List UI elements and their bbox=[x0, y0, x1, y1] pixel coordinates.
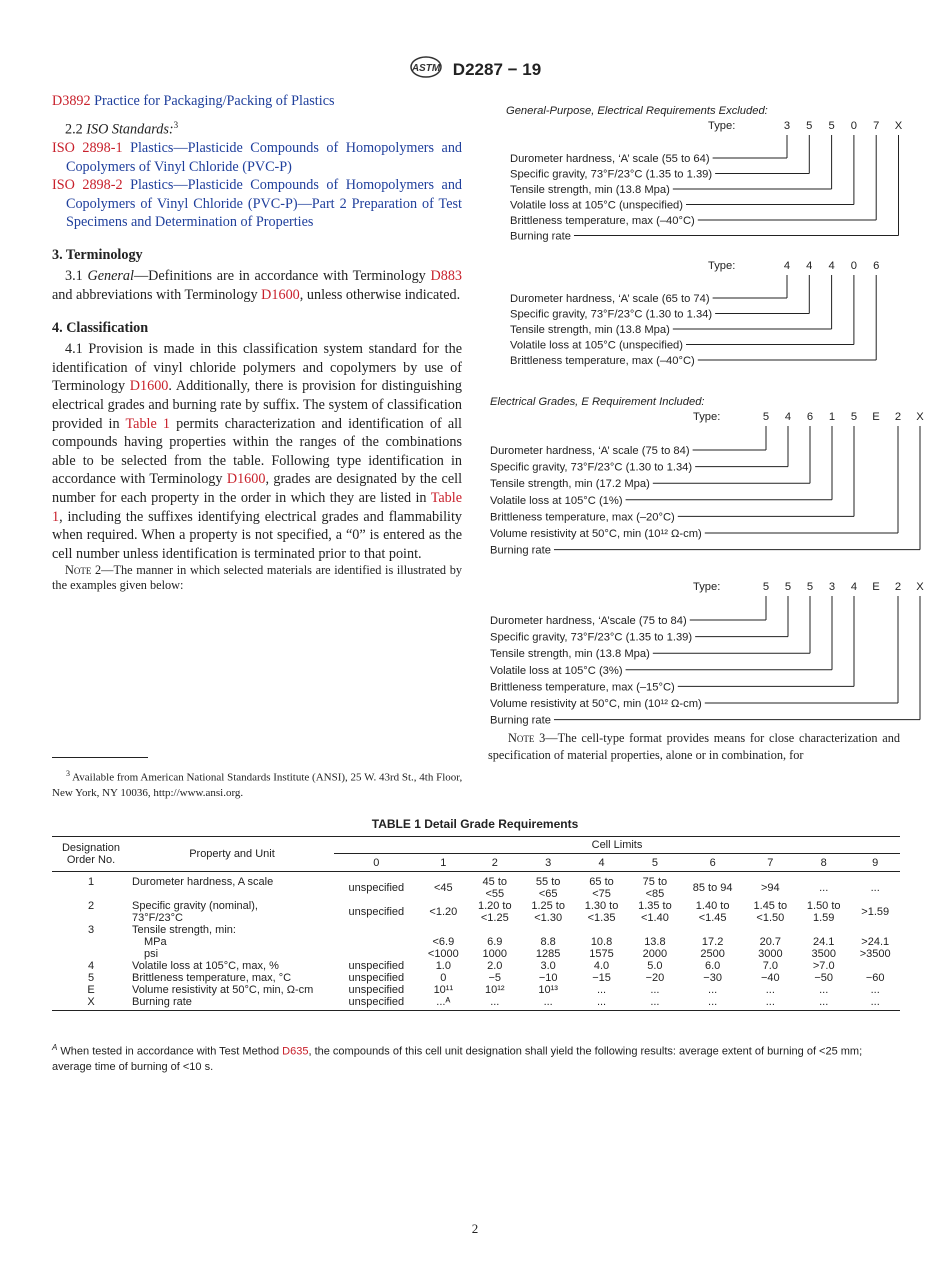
type-code-char: 2 bbox=[894, 411, 902, 423]
cell-limit-value: 20.7 bbox=[759, 936, 782, 948]
table-title: TABLE 1 Detail Grade Requirements bbox=[371, 817, 579, 831]
footnote-divider bbox=[52, 757, 148, 758]
cell-limit-value: ... bbox=[797, 996, 850, 1011]
property-cell: Durometer hardness, A scale bbox=[132, 876, 274, 888]
cell-limit-value: 65 to <75 bbox=[589, 876, 614, 900]
diagram-row-label: Durometer hardness, ‘A’ scale (65 to 74) bbox=[510, 293, 710, 305]
cell-limit-value: ... bbox=[521, 996, 574, 1011]
type-code-char: 0 bbox=[850, 120, 858, 132]
cell-limit-value: 3500 bbox=[811, 948, 836, 960]
cell-limit-value bbox=[521, 924, 574, 936]
type-code-char: 0 bbox=[850, 260, 858, 272]
type-code-char: 5 bbox=[828, 120, 835, 132]
cell-limit-value: 1.50 to 1.59 bbox=[806, 900, 841, 924]
iso-standards-heading bbox=[52, 116, 462, 139]
ref-link-d3892[interactable]: D3892 bbox=[52, 93, 91, 109]
link-table-1[interactable]: Table 1 bbox=[52, 490, 462, 525]
cell-limit-value: unspecified bbox=[348, 882, 405, 894]
col-header-property: Property and Unit bbox=[130, 837, 334, 872]
cell-limit-value bbox=[468, 924, 521, 936]
cell-limit-value: 1000 bbox=[482, 948, 508, 960]
term-general: General bbox=[87, 268, 134, 285]
designation-order-cell: 3 bbox=[87, 924, 95, 936]
cell-limit-value: 10¹³ bbox=[538, 984, 558, 996]
diagram-row-label: Volume resistivity at 50°C, min (10¹² Ω-cm) bbox=[490, 528, 702, 540]
type-code-char: 3 bbox=[828, 581, 836, 593]
cell-number-header: 1 bbox=[419, 854, 469, 872]
diagram-row-label: Tensile strength, min (13.8 Mpa) bbox=[510, 184, 670, 196]
diagram-row-label: Volatile loss at 105°C (3%) bbox=[490, 664, 623, 677]
table-footnote bbox=[52, 1040, 900, 1075]
property-cell: Burning rate bbox=[130, 996, 334, 1011]
link-d635[interactable]: D635 bbox=[282, 1045, 309, 1058]
cell-limit-value: −20 bbox=[645, 972, 665, 984]
footnote-text: When tested in accordance with Test Method bbox=[60, 1045, 280, 1058]
para-text: and abbreviations with Terminology bbox=[52, 287, 258, 304]
cell-limit-value: −15 bbox=[592, 972, 611, 984]
para-text: , unless otherwise indicated. bbox=[299, 287, 461, 304]
diagram-svg bbox=[488, 394, 924, 558]
cell-limit-value: 7.0 bbox=[762, 960, 778, 972]
footnote-text: , the compounds of this cell unit designation shall yield the following results: average extent of burning of <25 mm; average time of burning of <10 s. bbox=[52, 1045, 863, 1073]
cell-number-header: 8 bbox=[797, 854, 850, 872]
diagram-row-label: Brittleness temperature, max (–20°C) bbox=[490, 511, 675, 524]
type-code-char: 7 bbox=[873, 120, 880, 132]
type-code-char: X bbox=[894, 120, 903, 132]
reference-iso-2898-1 bbox=[52, 139, 462, 176]
property-cell: Brittleness temperature, max, °C bbox=[132, 972, 292, 984]
cell-limit-value: >94 bbox=[761, 882, 780, 894]
link-d1600[interactable]: D1600 bbox=[261, 287, 300, 304]
para-text: . Additionally, there is provision for distinguishing electrical grades and burning rate by suffix. The system of classification provided in bbox=[52, 378, 462, 432]
cell-number-header: 6 bbox=[682, 854, 744, 872]
cell-limit-value: ... bbox=[870, 882, 880, 894]
cell-limit-value bbox=[850, 924, 900, 936]
cell-limit-value: 1.40 to <1.45 bbox=[695, 900, 730, 924]
cell-limit-value: 1.20 to <1.25 bbox=[477, 900, 512, 924]
note-text: —The cell-type format provides means for close characterization and specification of material properties, alone or in combination, for bbox=[488, 731, 900, 762]
para-text: 4.1 Provision is made in this classification system standard for the identification of vinyl chloride polymers and copolymers by use of Terminology bbox=[52, 341, 462, 395]
type-code-char: 5 bbox=[762, 411, 770, 423]
reference-d3892 bbox=[52, 92, 462, 111]
para-text: permits characterization and identification of all compounds having properties within the ranges of the combinations able to be selected from the table. Following type identification in accordance with Terminology bbox=[52, 415, 462, 488]
para-text: , grades are designated by the cell number for each property in the order in which they are listed in bbox=[52, 471, 463, 507]
cell-number-header: 2 bbox=[468, 854, 521, 872]
cell-limit-value bbox=[334, 936, 419, 948]
cell-limit-value: unspecified bbox=[348, 984, 405, 996]
cell-limit-value: <45 bbox=[434, 882, 453, 894]
cell-limit-value: −60 bbox=[865, 972, 885, 984]
designation-order-cell: 2 bbox=[87, 900, 95, 912]
cell-limit-value: 4.0 bbox=[593, 960, 610, 972]
type-code-char: 3 bbox=[783, 120, 791, 132]
diagram-title: General-Purpose, Electrical Requirements Excluded: bbox=[506, 105, 768, 117]
cell-limit-value: <1.20 bbox=[429, 906, 458, 918]
property-cell: Volume resistivity at 50°C, min, Ω-cm bbox=[132, 984, 314, 996]
para-text: , including the suffixes identifying electrical grades and flammability when required. When a property is not specified, a “0” is entered as the cell number unless identification is terminated prior to that point. bbox=[52, 508, 462, 562]
cell-limit-value: ... bbox=[850, 996, 900, 1011]
col-header-designation: Designation Order No. bbox=[52, 837, 130, 872]
left-column bbox=[52, 92, 462, 593]
link-d1600[interactable]: D1600 bbox=[129, 378, 169, 395]
cell-limit-value: <6.9 bbox=[432, 936, 455, 948]
note-label: Note 2 bbox=[65, 563, 102, 578]
cell-limit-value: ... bbox=[650, 984, 660, 996]
diagram-row-label: Volatile loss at 105°C (unspecified) bbox=[510, 339, 684, 352]
cell-number-header: 3 bbox=[521, 854, 574, 872]
para-text: —Definitions are in accordance with Terminology bbox=[133, 268, 426, 285]
cell-limit-value: ... bbox=[870, 984, 880, 996]
table-row bbox=[52, 972, 900, 984]
cell-limit-value bbox=[419, 924, 469, 936]
cell-limit-value: ... bbox=[708, 984, 718, 996]
footnote-marker: A bbox=[52, 1043, 58, 1052]
note-3 bbox=[488, 730, 900, 764]
reference-iso-2898-2 bbox=[52, 176, 462, 232]
document-designation: D2287 − 19 bbox=[452, 59, 542, 79]
cell-limit-value: ... bbox=[765, 984, 775, 996]
cell-limit-value bbox=[850, 960, 900, 972]
cell-limit-value bbox=[628, 924, 681, 936]
cell-limit-value: >1.59 bbox=[861, 906, 890, 918]
type-code-char: 6 bbox=[873, 260, 880, 272]
cell-limit-value: 8.8 bbox=[540, 936, 556, 948]
cell-limit-value: 1.45 to <1.50 bbox=[753, 900, 788, 924]
diagram-row-label: Brittleness temperature, max (–40°C) bbox=[510, 215, 695, 227]
cell-number-header: 4 bbox=[575, 854, 628, 872]
cell-limit-value: −10 bbox=[538, 972, 558, 984]
type-code-char: X bbox=[916, 411, 924, 423]
property-cell: Volatile loss at 105°C, max, % bbox=[132, 960, 279, 972]
designation-order-cell: 5 bbox=[87, 972, 95, 984]
cell-limit-value: 1.35 to <1.40 bbox=[638, 900, 672, 924]
diagram-row-label: Tensile strength, min (13.8 Mpa) bbox=[490, 648, 650, 661]
table-row bbox=[52, 924, 900, 936]
cell-limit-value: 1.25 to <1.30 bbox=[531, 900, 565, 924]
classification-diagram-1 bbox=[488, 102, 908, 244]
designation-order-cell: E bbox=[87, 984, 95, 996]
table-row bbox=[52, 996, 900, 1011]
cell-number-header: 7 bbox=[744, 854, 797, 872]
property-cell: MPa bbox=[144, 936, 167, 948]
cell-limit-value bbox=[797, 924, 850, 936]
property-cell: psi bbox=[144, 948, 159, 960]
cell-limit-value: 1575 bbox=[589, 948, 614, 960]
type-label: Type: bbox=[693, 581, 721, 593]
cell-limit-value: unspecified bbox=[334, 996, 419, 1011]
cell-limit-value: 0 bbox=[440, 972, 447, 984]
cell-limit-value: ... bbox=[682, 996, 744, 1011]
type-code-char: E bbox=[872, 581, 880, 593]
cell-limit-value: ... bbox=[575, 996, 628, 1011]
cell-limit-value: ...ᴬ bbox=[419, 996, 469, 1011]
cell-limit-value: ... bbox=[744, 996, 797, 1011]
cell-limit-value: 55 to <65 bbox=[535, 876, 561, 900]
ref-link-iso-2898-1[interactable]: ISO 2898-1 bbox=[52, 139, 123, 156]
cell-limit-value: 3000 bbox=[758, 948, 783, 960]
cell-limit-value: 1285 bbox=[535, 948, 561, 960]
diagram-row-label: Specific gravity, 73°F/23°C (1.35 to 1.39) bbox=[510, 168, 713, 181]
cell-limit-value: 10.8 bbox=[590, 936, 613, 948]
diagram-row-label: Burning rate bbox=[510, 230, 571, 243]
note-text: —The manner in which selected materials are identified is illustrated by the examples given below: bbox=[52, 563, 462, 593]
cell-limit-value: 24.1 bbox=[813, 936, 835, 948]
type-code-char: 5 bbox=[806, 581, 814, 593]
cell-limit-value: 13.8 bbox=[644, 936, 666, 948]
cell-limit-value: −50 bbox=[814, 972, 834, 984]
cell-limit-value: ... bbox=[468, 996, 521, 1011]
section-3-1 bbox=[52, 267, 462, 304]
type-code-char: X bbox=[916, 581, 924, 593]
diagram-svg bbox=[488, 254, 908, 368]
astm-logo-icon bbox=[409, 56, 443, 83]
cell-limit-value: unspecified bbox=[348, 960, 405, 972]
cell-limit-value: 6.9 bbox=[487, 936, 503, 948]
cell-limit-value bbox=[575, 924, 628, 936]
diagram-row-label: Specific gravity, 73°F/23°C (1.30 to 1.34) bbox=[490, 461, 693, 474]
type-label: Type: bbox=[708, 120, 736, 132]
cell-limit-value: 1.0 bbox=[435, 960, 451, 972]
type-code-char: 5 bbox=[806, 120, 813, 132]
diagram-row-label: Brittleness temperature, max (–40°C) bbox=[510, 355, 695, 367]
type-label: Type: bbox=[708, 260, 736, 272]
designation-order-cell: 1 bbox=[87, 876, 95, 888]
footnote-marker: 3 bbox=[66, 769, 70, 778]
diagram-row-label: Durometer hardness, ‘A’ scale (75 to 84) bbox=[490, 445, 690, 457]
ref-title-iso-2898-2[interactable]: Plastics—Plasticide Compounds of Homopolymers and Copolymers of Vinyl Chloride (PVC-P)—Part 2 Preparation of Test Specimens and Determination of Properties bbox=[66, 177, 463, 231]
cell-limit-value: 6.0 bbox=[704, 960, 721, 972]
diagram-row-label: Burning rate bbox=[490, 714, 551, 727]
cell-limit-value: unspecified bbox=[348, 972, 405, 984]
cell-limit-value: 3.0 bbox=[540, 960, 556, 972]
designation-order-cell bbox=[52, 948, 130, 960]
detail-grade-table bbox=[52, 836, 900, 1011]
cell-limit-value: >7.0 bbox=[812, 960, 835, 972]
table-body bbox=[52, 872, 900, 1011]
page-number: 2 bbox=[471, 1221, 479, 1236]
diagram-row-label: Burning rate bbox=[490, 544, 551, 557]
designation-order-cell: X bbox=[52, 996, 130, 1011]
footnote-3 bbox=[52, 766, 472, 801]
diagram-row-label: Volatile loss at 105°C (unspecified) bbox=[510, 199, 684, 212]
diagram-title: Electrical Grades, E Requirement Included: bbox=[490, 396, 705, 408]
cell-limit-value: 85 to 94 bbox=[692, 882, 733, 894]
cell-limit-value bbox=[744, 924, 797, 936]
cell-limit-value: ... bbox=[628, 996, 681, 1011]
link-d883[interactable]: D883 bbox=[430, 268, 463, 285]
cell-limit-value: unspecified bbox=[348, 906, 405, 918]
cell-limit-value: 75 to <85 bbox=[642, 876, 668, 900]
cell-limit-value: −30 bbox=[703, 972, 722, 984]
cell-limit-value: −40 bbox=[761, 972, 780, 984]
cell-limit-value: 10¹¹ bbox=[433, 984, 454, 996]
diagram-row-label: Volatile loss at 105°C (1%) bbox=[490, 494, 623, 507]
type-code-char: 2 bbox=[894, 581, 902, 593]
section-number: 3.1 bbox=[65, 268, 83, 285]
page-header bbox=[0, 56, 950, 83]
cell-limit-value: ... bbox=[596, 984, 607, 996]
section-3-heading: 3. Terminology bbox=[52, 246, 143, 263]
table-row bbox=[52, 960, 900, 972]
link-table-1[interactable]: Table 1 bbox=[125, 415, 170, 432]
cell-limit-value: 2.0 bbox=[487, 960, 503, 972]
type-code-char: 4 bbox=[783, 260, 791, 272]
col-header-cell-limits: Cell Limits bbox=[334, 837, 900, 854]
section-4-1 bbox=[52, 340, 462, 563]
type-code-char: 4 bbox=[828, 260, 835, 272]
cell-limit-value: 10¹² bbox=[485, 984, 505, 996]
designation-order-cell bbox=[52, 936, 130, 948]
note-label: Note 3 bbox=[508, 731, 546, 745]
cell-limit-value: ... bbox=[819, 882, 829, 894]
svg-text:ASTM: ASTM bbox=[411, 63, 440, 74]
classification-diagram-3 bbox=[488, 394, 924, 558]
cell-limit-value: 45 to <55 bbox=[482, 876, 508, 900]
table-row bbox=[52, 948, 900, 960]
diagram-row-label: Volume resistivity at 50°C, min (10¹² Ω-cm) bbox=[490, 698, 702, 710]
type-code-char: 5 bbox=[850, 411, 858, 423]
table-row bbox=[52, 984, 900, 996]
diagram-svg bbox=[488, 102, 908, 244]
iso-heading-label: ISO Standards: bbox=[86, 121, 174, 138]
table-row bbox=[52, 872, 900, 901]
classification-diagram-4 bbox=[488, 576, 924, 728]
property-cell: Specific gravity (nominal), 73°F/23°C bbox=[132, 900, 258, 924]
property-cell: Tensile strength, min: bbox=[132, 924, 236, 936]
cell-limit-value: 17.2 bbox=[701, 936, 724, 948]
cell-limit-value bbox=[682, 924, 744, 936]
type-code-char: 1 bbox=[828, 411, 836, 423]
designation-order-cell: 4 bbox=[87, 960, 95, 972]
link-d1600[interactable]: D1600 bbox=[226, 471, 266, 488]
cell-limit-value: <1000 bbox=[427, 948, 459, 960]
footnote-text: Available from American National Standards Institute (ANSI), 25 W. 43rd St., 4th Floor, New York, NY 10036, http://www.ansi.org. bbox=[52, 771, 463, 799]
type-code-char: 5 bbox=[762, 581, 770, 593]
ref-title-d3892[interactable]: Practice for Packaging/Packing of Plastics bbox=[94, 93, 335, 109]
table-row bbox=[52, 936, 900, 948]
cell-limit-value bbox=[334, 948, 419, 960]
cell-limit-value: >24.1 bbox=[861, 936, 890, 948]
section-number: 2.2 bbox=[65, 121, 83, 138]
cell-limit-value: −5 bbox=[488, 972, 502, 984]
cell-limit-value: 2500 bbox=[700, 948, 725, 960]
type-label: Type: bbox=[693, 411, 721, 423]
classification-diagram-2 bbox=[488, 254, 908, 368]
diagram-row-label: Durometer hardness, ‘A’scale (75 to 84) bbox=[490, 615, 687, 627]
ref-title-iso-2898-1[interactable]: Plastics—Plasticide Compounds of Homopolymers and Copolymers of Vinyl Chloride (PVC-P) bbox=[66, 139, 463, 175]
diagram-row-label: Tensile strength, min (17.2 Mpa) bbox=[490, 478, 650, 491]
note-2 bbox=[52, 563, 462, 593]
cell-limit-value bbox=[334, 924, 419, 936]
type-code-char: E bbox=[872, 411, 880, 423]
cell-number-header: 5 bbox=[628, 854, 681, 872]
section-4-heading: 4. Classification bbox=[52, 319, 149, 336]
type-code-char: 4 bbox=[806, 260, 813, 272]
cell-limit-value: >3500 bbox=[859, 948, 891, 960]
diagram-row-label: Durometer hardness, ‘A’ scale (55 to 64) bbox=[510, 153, 710, 165]
cell-limit-value: 5.0 bbox=[647, 960, 663, 972]
ref-link-iso-2898-2[interactable]: ISO 2898-2 bbox=[52, 177, 123, 194]
table-row bbox=[52, 900, 900, 924]
diagram-row-label: Tensile strength, min (13.8 Mpa) bbox=[510, 324, 670, 336]
footnote-marker[interactable]: 3 bbox=[173, 119, 179, 130]
type-code-char: 5 bbox=[784, 581, 792, 593]
type-code-char: 4 bbox=[784, 411, 792, 423]
cell-number-header: 9 bbox=[850, 854, 900, 872]
cell-limit-value: 1.30 to <1.35 bbox=[584, 900, 619, 924]
type-code-char: 4 bbox=[850, 581, 858, 593]
cell-limit-value: 2000 bbox=[642, 948, 668, 960]
cell-limit-value: ... bbox=[819, 984, 829, 996]
type-code-char: 6 bbox=[806, 411, 814, 423]
diagram-row-label: Specific gravity, 73°F/23°C (1.30 to 1.34) bbox=[510, 308, 713, 321]
cell-number-header: 0 bbox=[334, 854, 419, 872]
diagram-row-label: Brittleness temperature, max (–15°C) bbox=[490, 681, 675, 694]
diagram-svg bbox=[488, 576, 924, 728]
diagram-row-label: Specific gravity, 73°F/23°C (1.35 to 1.39) bbox=[490, 631, 693, 644]
